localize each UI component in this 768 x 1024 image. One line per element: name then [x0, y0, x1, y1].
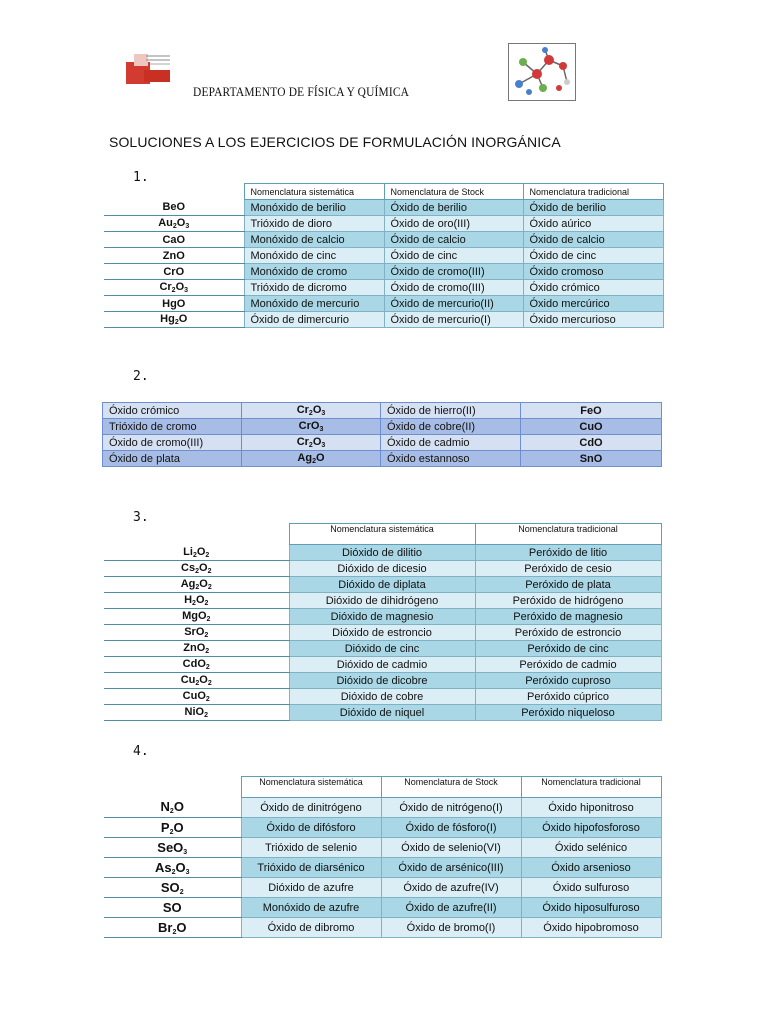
name-cell: Dióxido de azufre: [241, 878, 381, 898]
table-row: [104, 280, 663, 296]
table-row: [104, 625, 661, 641]
formula-symbol: O: [175, 281, 185, 293]
name-cell: Peróxido cúprico: [475, 689, 661, 705]
formula-symbol: Cr: [296, 436, 309, 448]
column-header: Nomenclatura sistemática: [244, 184, 384, 200]
formula-subscript: 2: [192, 600, 196, 607]
formula-cell: [104, 561, 289, 577]
name-cell: Dióxido de diplata: [289, 577, 475, 593]
formula-subscript: 2: [169, 808, 174, 816]
name-cell: Óxido de plata: [103, 451, 242, 467]
formula-symbol: CrO: [298, 420, 320, 432]
formula-cell: [104, 657, 289, 673]
formula-symbol: O: [173, 819, 184, 835]
formula-symbol: Hg: [160, 313, 175, 325]
formula-symbol: Ag: [297, 452, 313, 464]
name-cell: Óxido hipobromoso: [521, 918, 661, 938]
formula-subscript: 2: [207, 680, 212, 687]
formula-subscript: 3: [321, 442, 326, 449]
table-row: [104, 561, 661, 577]
formula-subscript: 2: [204, 600, 209, 607]
name-cell: Óxido de cadmio: [381, 435, 521, 451]
name-cell: Óxido de mercurio(II): [384, 296, 523, 312]
name-cell: Dióxido de dicobre: [289, 673, 475, 689]
formula-symbol: O: [195, 594, 205, 606]
formula-symbol: FeO: [580, 404, 602, 417]
formula-cell: [104, 641, 289, 657]
department-heading: DEPARTAMENTO DE FÍSICA Y QUÍMICA: [193, 84, 410, 99]
table-row: [104, 657, 661, 673]
formula-symbol: SrO: [184, 626, 205, 638]
formula-symbol: O: [175, 859, 186, 875]
name-cell: Dióxido de magnesio: [289, 609, 475, 625]
formula-cell: [104, 593, 289, 609]
formula-symbol: Br: [158, 919, 173, 935]
name-cell: Dióxido de dihidrógeno: [289, 593, 475, 609]
formula-subscript: 2: [174, 319, 179, 326]
name-cell: Dióxido de estroncio: [289, 625, 475, 641]
name-cell: Óxido sulfuroso: [521, 878, 661, 898]
formula-symbol: Li: [183, 545, 193, 558]
formula-cell: [521, 419, 662, 435]
formula-subscript: 2: [205, 648, 210, 655]
formula-cell: [104, 673, 289, 689]
formula-symbol: CaO: [162, 233, 186, 246]
column-header: Nomenclatura sistemática: [241, 777, 381, 798]
formula-symbol: ZnO: [162, 249, 185, 262]
formula-symbol: O: [312, 404, 322, 416]
column-header: Nomenclatura tradicional: [523, 184, 663, 200]
formula-subscript: 2: [171, 868, 176, 876]
formula-cell: [104, 296, 244, 312]
formula-cell: [104, 312, 244, 328]
formula-cell: [104, 705, 289, 721]
table-row: [104, 264, 663, 280]
formula-symbol: Ag: [180, 578, 196, 590]
section-number: 3.: [133, 510, 149, 525]
name-cell: Óxido selénico: [521, 838, 661, 858]
name-cell: Óxido mercúrico: [523, 296, 663, 312]
name-cell: Óxido de bromo(I): [381, 918, 521, 938]
formula-subscript: 2: [207, 568, 212, 575]
formula-symbol: O: [316, 452, 325, 464]
name-cell: Óxido crómico: [523, 280, 663, 296]
name-cell: Óxido de azufre(II): [381, 898, 521, 918]
formula-cell: [104, 280, 244, 296]
formula-subscript: 3: [185, 223, 190, 230]
table-row: [104, 918, 661, 938]
formula-cell: [521, 451, 662, 467]
formula-symbol: CuO: [579, 420, 603, 433]
table-row: [104, 312, 663, 328]
formula-subscript: 2: [204, 712, 208, 719]
formula-subscript: 2: [207, 584, 212, 591]
formula-symbol: Cs: [181, 562, 196, 574]
molecule-image: [508, 43, 576, 101]
formula-symbol: SnO: [579, 452, 603, 465]
formula-subscript: 3: [184, 287, 189, 294]
formula-subscript: 2: [195, 568, 199, 575]
formula-subscript: 2: [195, 584, 200, 591]
name-cell: Óxido de selenio(VI): [381, 838, 521, 858]
name-cell: Monóxido de mercurio: [244, 296, 384, 312]
name-cell: Trióxido de diarsénico: [241, 858, 381, 878]
name-cell: Peróxido niqueloso: [475, 705, 661, 721]
table-row: [104, 878, 661, 898]
formula-symbol: Cr: [296, 404, 309, 416]
name-cell: Óxido hiposulfuroso: [521, 898, 661, 918]
table-row: [104, 798, 661, 818]
table-row: [104, 641, 661, 657]
formula-subscript: 3: [319, 426, 324, 433]
formula-subscript: 2: [192, 551, 197, 559]
formula-cell: [242, 403, 381, 419]
formula-symbol: Cu: [180, 674, 196, 686]
formula-symbol: As: [154, 859, 172, 875]
formula-subscript: 2: [172, 223, 177, 230]
formula-subscript: 2: [172, 928, 177, 936]
table-row: [104, 673, 661, 689]
table-row: [104, 248, 663, 264]
name-cell: Dióxido de cinc: [289, 641, 475, 657]
formula-cell: [242, 435, 381, 451]
name-cell: Dióxido de dilitio: [289, 545, 475, 561]
name-cell: Óxido de dibromo: [241, 918, 381, 938]
name-cell: Monóxido de azufre: [241, 898, 381, 918]
formula-subscript: 2: [171, 287, 176, 294]
name-cell: Óxido de calcio: [384, 232, 523, 248]
formula-cell: [104, 878, 241, 898]
name-cell: Monóxido de berilio: [244, 200, 384, 216]
name-cell: Óxido de azufre(IV): [381, 878, 521, 898]
name-cell: Peróxido de hidrógeno: [475, 593, 661, 609]
name-cell: Óxido de cromo(III): [384, 264, 523, 280]
formula-cell: [104, 838, 241, 858]
formula-subscript: 3: [183, 848, 188, 856]
table-row: [104, 705, 661, 721]
formula-cell: [104, 216, 244, 232]
name-cell: Óxido hiponitroso: [521, 798, 661, 818]
formula-cell: [104, 609, 289, 625]
formula-symbol: O: [196, 545, 206, 558]
name-cell: Dióxido de cadmio: [289, 657, 475, 673]
page-title: SOLUCIONES A LOS EJERCICIOS DE FORMULACIÓN INORGÁNICA: [109, 134, 561, 150]
name-cell: Óxido de difósforo: [241, 818, 381, 838]
formula-symbol: NiO: [184, 706, 205, 718]
name-cell: Óxido de cromo(III): [103, 435, 242, 451]
formula-cell: [104, 818, 241, 838]
table-row: [104, 898, 661, 918]
table-row: [104, 858, 661, 878]
name-cell: Óxido mercurioso: [523, 312, 663, 328]
formula-symbol: CdO: [579, 436, 603, 449]
formula-cell: [242, 419, 381, 435]
formula-cell: [242, 451, 381, 467]
formula-symbol: BeO: [162, 201, 186, 214]
name-cell: Dióxido de cobre: [289, 689, 475, 705]
name-cell: Óxido de mercurio(I): [384, 312, 523, 328]
table-row: [104, 609, 661, 625]
table-oxides-4: [104, 776, 662, 938]
formula-symbol: N: [160, 799, 170, 815]
column-header: Nomenclatura de Stock: [381, 777, 521, 798]
table-row: [104, 818, 661, 838]
formula-symbol: O: [176, 217, 186, 229]
table-row: [104, 593, 661, 609]
formula-symbol: O: [199, 674, 208, 686]
formula-subscript: 2: [205, 664, 210, 671]
name-cell: Óxido de oro(III): [384, 216, 523, 232]
formula-cell: [104, 625, 289, 641]
column-header: Nomenclatura tradicional: [521, 777, 661, 798]
name-cell: Óxido de calcio: [523, 232, 663, 248]
formula-symbol: O: [199, 562, 208, 574]
formula-cell: [104, 577, 289, 593]
name-cell: Óxido de hierro(II): [381, 403, 521, 419]
name-cell: Óxido hipofosforoso: [521, 818, 661, 838]
formula-symbol: H: [184, 594, 193, 606]
table-row: [104, 838, 661, 858]
column-header: Nomenclatura de Stock: [384, 184, 523, 200]
column-header: Nomenclatura sistemática: [289, 524, 475, 545]
table-row: [103, 435, 662, 451]
formula-cell: [104, 918, 241, 938]
name-cell: Óxido de fósforo(I): [381, 818, 521, 838]
name-cell: Óxido de cinc: [523, 248, 663, 264]
name-cell: Óxido crómico: [103, 403, 242, 419]
formula-cell: [104, 798, 241, 818]
name-cell: Monóxido de cromo: [244, 264, 384, 280]
name-cell: Trióxido de dioro: [244, 216, 384, 232]
section-number: 4.: [133, 744, 149, 759]
formula-subscript: 2: [308, 410, 313, 417]
table-peroxides: [104, 523, 662, 721]
table-row: [104, 296, 663, 312]
table-row: [103, 419, 662, 435]
formula-cell: [104, 545, 289, 561]
formula-symbol: ZnO: [183, 642, 206, 654]
formula-subscript: 2: [204, 632, 209, 639]
formula-cell: [104, 858, 241, 878]
formula-cell: [104, 200, 244, 216]
formula-symbol: SO: [162, 900, 182, 915]
formula-cell: [104, 689, 289, 705]
table-corner: [104, 524, 289, 545]
formula-subscript: 2: [205, 551, 210, 559]
formula-cell: [104, 232, 244, 248]
formula-symbol: CuO: [182, 690, 206, 702]
formula-subscript: 2: [179, 888, 184, 896]
name-cell: Óxido aúrico: [523, 216, 663, 232]
table-row: [104, 216, 663, 232]
formula-subscript: 2: [195, 680, 200, 687]
section-number: 1.: [133, 170, 149, 185]
formula-symbol: SO: [160, 879, 180, 895]
table-corner: [104, 184, 244, 200]
formula-subscript: 2: [308, 442, 313, 449]
name-cell: Óxido de berilio: [523, 200, 663, 216]
table-row: [104, 577, 661, 593]
formula-cell: [104, 898, 241, 918]
formula-symbol: CdO: [182, 658, 206, 670]
name-cell: Peróxido de cesio: [475, 561, 661, 577]
formula-subscript: 2: [205, 696, 210, 703]
name-cell: Óxido de arsénico(III): [381, 858, 521, 878]
table-oxides-1: [104, 183, 664, 328]
formula-subscript: 3: [321, 410, 326, 417]
table-row: [104, 545, 661, 561]
formula-symbol: O: [178, 313, 188, 325]
column-header: Nomenclatura tradicional: [475, 524, 661, 545]
name-cell: Óxido de nitrógeno(I): [381, 798, 521, 818]
table-oxides-2: [102, 402, 662, 467]
formula-symbol: O: [173, 799, 184, 815]
name-cell: Peróxido de cadmio: [475, 657, 661, 673]
name-cell: Óxido de cobre(II): [381, 419, 521, 435]
formula-cell: [104, 248, 244, 264]
table-row: [104, 200, 663, 216]
formula-symbol: HgO: [162, 297, 186, 310]
name-cell: Óxido de dinitrógeno: [241, 798, 381, 818]
name-cell: Monóxido de calcio: [244, 232, 384, 248]
formula-subscript: 3: [185, 868, 190, 876]
formula-symbol: O: [199, 578, 208, 590]
name-cell: Óxido cromoso: [523, 264, 663, 280]
formula-symbol: O: [176, 919, 187, 935]
table-row: [104, 232, 663, 248]
formula-cell: [521, 403, 662, 419]
formula-symbol: Cr: [159, 281, 172, 293]
formula-symbol: MgO: [182, 610, 207, 622]
name-cell: Peróxido cuproso: [475, 673, 661, 689]
name-cell: Dióxido de dicesio: [289, 561, 475, 577]
name-cell: Peróxido de litio: [475, 545, 661, 561]
name-cell: Dióxido de niquel: [289, 705, 475, 721]
formula-cell: [521, 435, 662, 451]
name-cell: Óxido de berilio: [384, 200, 523, 216]
name-cell: Trióxido de cromo: [103, 419, 242, 435]
formula-symbol: CrO: [163, 265, 185, 278]
formula-subscript: 2: [169, 828, 174, 836]
formula-symbol: Au: [158, 217, 173, 229]
school-logo: [124, 52, 172, 86]
formula-symbol: O: [312, 436, 322, 448]
name-cell: Óxido arsenioso: [521, 858, 661, 878]
name-cell: Óxido de cromo(III): [384, 280, 523, 296]
formula-subscript: 2: [312, 458, 316, 465]
name-cell: Trióxido de selenio: [241, 838, 381, 858]
table-row: [103, 451, 662, 467]
name-cell: Trióxido de dicromo: [244, 280, 384, 296]
name-cell: Peróxido de estroncio: [475, 625, 661, 641]
formula-symbol: P: [160, 819, 170, 835]
formula-cell: [104, 264, 244, 280]
name-cell: Peróxido de cinc: [475, 641, 661, 657]
name-cell: Peróxido de plata: [475, 577, 661, 593]
formula-subscript: 2: [206, 616, 211, 623]
formula-symbol: SeO: [157, 839, 184, 855]
name-cell: Monóxido de cinc: [244, 248, 384, 264]
table-corner: [104, 777, 241, 798]
name-cell: Óxido de cinc: [384, 248, 523, 264]
table-row: [103, 403, 662, 419]
section-number: 2.: [133, 369, 149, 384]
table-row: [104, 689, 661, 705]
name-cell: Óxido de dimercurio: [244, 312, 384, 328]
name-cell: Óxido estannoso: [381, 451, 521, 467]
name-cell: Peróxido de magnesio: [475, 609, 661, 625]
